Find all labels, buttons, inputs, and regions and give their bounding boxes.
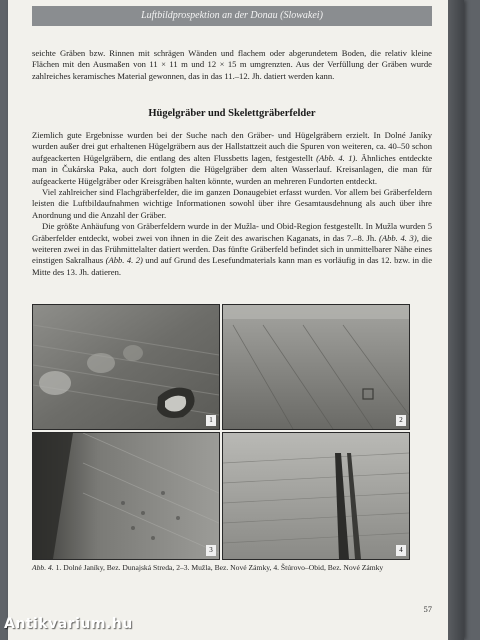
aerial-photo-3-image xyxy=(33,433,219,559)
figure-reference: (Abb. 4. 3), xyxy=(378,232,419,243)
photo-number-2: 2 xyxy=(396,415,406,426)
paragraph-1-part-b: Ähnliches entdeckte man in Čukárska Paka, auch dort folgten die Hügelgräber dem alten Wasserlauf. Kreisanlagen, die man für aufgeackerte Hügelgräber oder Kreisgräben halten könnte, wurden an mehreren Fundorten entdeckt. xyxy=(32,152,433,186)
aerial-photo-1 xyxy=(32,304,220,430)
aerial-photo-2 xyxy=(222,304,410,430)
aerial-photo-3 xyxy=(32,432,220,560)
intro-text: seichte Gräben bzw. Rinnen mit schrägen Wänden und flachem oder abgerundetem Boden, die relativ kleine Flächen mit den Ausmaßen von 11 × 11 m und 12 × 15 m umgrenzten. Aus der Verfüllung der Gräben wurde zahlreiches keramisches Material gewonnen, das in das 11.–12. Jh. datiert werden kann. xyxy=(32,48,432,81)
watermark-logo: Antikvarium.hu xyxy=(4,616,133,632)
paragraph-3-part-c: und auf Grund des Lesefundmaterials kann man es vorläufig in das 12. bzw. in die Mitte des 13. Jh. datieren. xyxy=(32,255,433,277)
aerial-photo-1-image xyxy=(33,305,219,429)
body-text xyxy=(32,130,432,278)
paragraph-3-part-b: die weiteren zwei in das Frühmittelalter datiert werden. Das fünfte Gräberfeld befindet sich in unmittelbarer Nähe eines einstigen Sakralhaus xyxy=(32,232,432,266)
paragraph-3-part-a: Die größte Anhäufung von Gräberfeldern wurde in der Mužla- und Obid-Region festgestellt. In Mužla wurden 5 Gräberfelder entdeckt, wobei zwei von ihnen in die Zeit des awarischen Kaganats, in das 7.–8. Jh. xyxy=(32,221,432,243)
paragraph-2: Viel zahlreicher sind Flachgräberfelder, die im ganzen Donaugebiet erfasst wurden. Vor allem bei Gräberfeldern leisten die Luftbildaufnahmen wichtige Informationen sowohl über ihre Gesamtausdehnung als auch über ihre Anordnung und die Anzahl der Gräber. xyxy=(32,187,432,220)
aerial-photo-4-image xyxy=(223,433,409,559)
running-head: Luftbildprospektion an der Donau (Slowakei) xyxy=(32,6,432,26)
aerial-photo-4 xyxy=(222,432,410,560)
figure-reference: (Abb. 4. 1). xyxy=(316,152,358,163)
paragraph-1-part-a: Ziemlich gute Ergebnisse wurden bei der Suche nach den Gräber- und Hügelgräbern erzielt. In Dolné Janíky wurden außer drei gut erhaltenen Hügelgräbern aus der Hallstattzeit auch die Spuren von weiteren, ca. 40–50 schon aufgeackerten Hügelgräbern, die entlang des alten Flussbetts lagen, festgestellt xyxy=(32,130,432,163)
photo-number-1: 1 xyxy=(206,415,216,426)
figure-reference: (Abb. 4. 2) xyxy=(105,255,143,266)
page-edge xyxy=(448,0,464,640)
intro-paragraph xyxy=(32,48,432,82)
page-number: 57 xyxy=(423,604,432,614)
caption-text: 1. Dolné Janíky, Bez. Dunajská Streda, 2–3. Mužla, Bez. Nové Zámky, 4. Štúrovo–Obid, Bez. Nové Zámky xyxy=(53,563,384,572)
book-page xyxy=(8,0,464,640)
aerial-photo-2-image xyxy=(223,305,409,429)
section-heading: Hügelgräber und Skelettgräberfelder xyxy=(148,108,316,119)
caption-label: Abb. 4. xyxy=(32,563,54,572)
paragraph-1 xyxy=(32,130,432,187)
figure-caption xyxy=(32,563,432,572)
photo-number-4: 4 xyxy=(396,545,406,556)
photo-number-3: 3 xyxy=(206,545,216,556)
paragraph-3 xyxy=(32,221,432,278)
